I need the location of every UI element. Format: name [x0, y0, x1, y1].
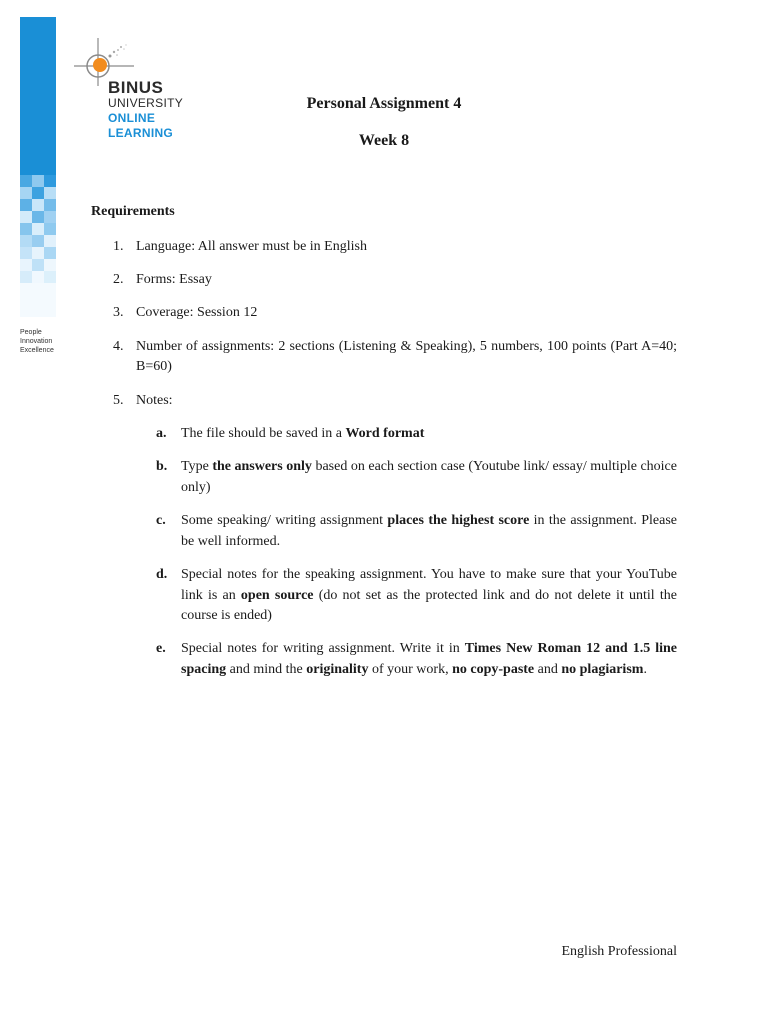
note-letter: c.: [156, 513, 166, 528]
logo-text-learning: LEARNING: [108, 126, 174, 140]
document-week: Week 8: [358, 132, 410, 149]
requirement-number: 1.: [113, 239, 124, 254]
requirement-text: Language: All answer must be in English: [136, 239, 367, 254]
requirement-text: Forms: Essay: [136, 272, 212, 287]
requirement-text: Notes:: [136, 393, 173, 408]
logo-text-university: UNIVERSITY: [108, 96, 184, 110]
requirement-number: 2.: [113, 272, 124, 287]
tagline-line: Excellence: [20, 347, 54, 354]
requirement-number: 3.: [113, 305, 124, 320]
requirement-text: Coverage: Session 12: [136, 305, 258, 320]
document-title: Personal Assignment 4: [306, 95, 462, 112]
page-footer: English Professional: [561, 944, 677, 959]
requirement-number: 4.: [113, 339, 124, 354]
side-stripe: [20, 17, 56, 317]
stripe-mosaic-pattern: [20, 175, 56, 317]
logo-text-binus: BINUS: [108, 78, 164, 97]
requirement-number: 5.: [113, 393, 124, 408]
note-letter: b.: [156, 459, 168, 474]
tagline-line: Innovation: [20, 338, 53, 345]
logo-text-online: ONLINE: [108, 111, 156, 125]
tagline-line: People: [20, 329, 42, 336]
requirements-heading: Requirements: [91, 204, 175, 219]
note-text: Some speaking/ writing assignment places the highest score in the assignment. Please be well informed.: [181, 513, 677, 549]
note-letter: a.: [156, 426, 167, 441]
note-text: Special notes for the speaking assignment. You have to make sure that your YouTube link is an open source (do not set as the protected link and do not delete it until the course is ended): [181, 567, 677, 623]
note-text: Special notes for writing assignment. Write it in Times New Roman 12 and 1.5 line spacing and mind the originality of your work, no copy-paste and no plagiarism.: [181, 641, 677, 677]
note-text: The file should be saved in a Word format: [181, 426, 425, 441]
tagline: [20, 328, 54, 355]
note-letter: d.: [156, 567, 168, 582]
note-letter: e.: [156, 641, 166, 656]
note-text: Type the answers only based on each section case (Youtube link/ essay/ multiple choice only): [181, 459, 677, 495]
requirement-text: Number of assignments: 2 sections (Listening & Speaking), 5 numbers, 100 points (Part A=40; B=60): [136, 339, 677, 374]
